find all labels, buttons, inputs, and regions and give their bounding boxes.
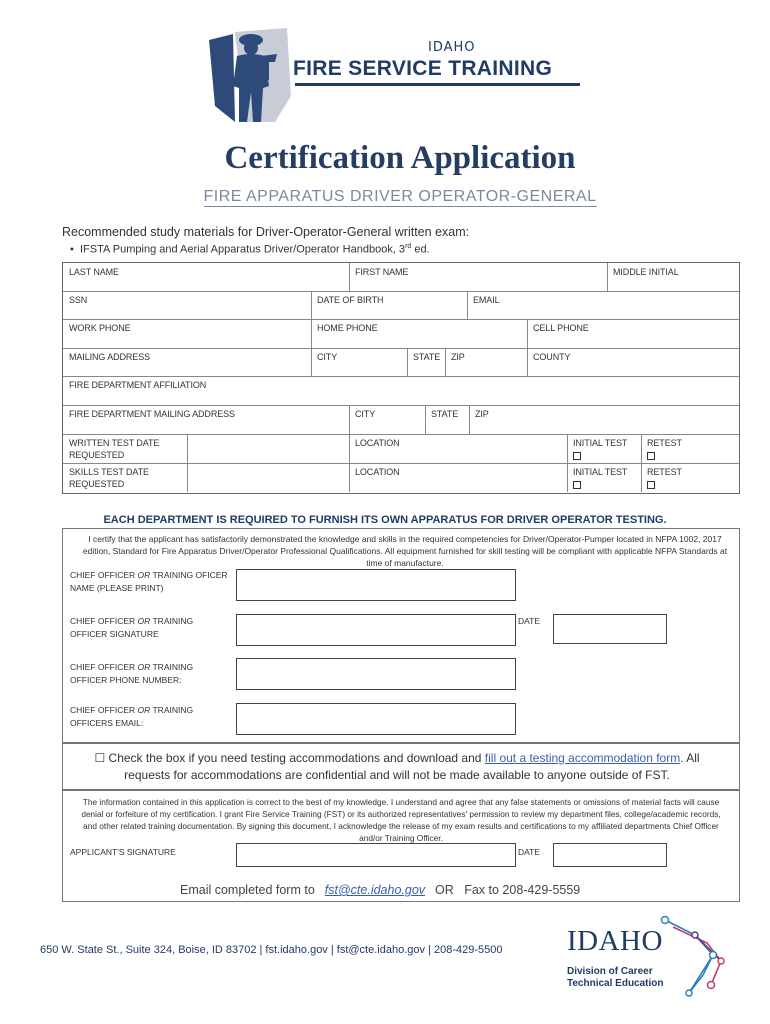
apparatus-notice: EACH DEPARTMENT IS REQUIRED TO FURNISH ITS OWN APPARATUS FOR DRIVER OPERATOR TESTING.	[103, 514, 667, 526]
page-title: Certification Application	[224, 140, 576, 176]
skills-location-field[interactable]: LOCATION	[355, 467, 400, 477]
home-phone-field[interactable]: HOME PHONE	[317, 323, 378, 333]
fd-zip-field[interactable]: ZIP	[475, 409, 489, 419]
officer-email-input[interactable]	[236, 703, 516, 735]
division-label: Division of Career Technical Education	[567, 966, 664, 989]
submit-instructions: Email completed form to fst@cte.idaho.gov OR Fax to 208-429-5559	[180, 883, 581, 897]
org-name: FIRE SERVICE TRAINING	[293, 57, 553, 80]
skills-initial-label: INITIAL TEST	[573, 467, 628, 477]
skills-retest-label: RETEST	[647, 467, 682, 477]
first-name-field[interactable]: FIRST NAME	[355, 267, 409, 277]
network-graphic-icon	[655, 915, 727, 1005]
applicant-date-label: DATE	[518, 847, 541, 857]
skills-test-label: SKILLS TEST DATE REQUESTED	[69, 467, 149, 489]
written-location-field[interactable]: LOCATION	[355, 438, 400, 448]
accommodation-checkbox[interactable]: ☐	[94, 751, 106, 765]
study-bullet: • IFSTA Pumping and Aerial Apparatus Driver/Operator Handbook, 3rd ed.	[70, 243, 430, 256]
accommodation-form-link[interactable]: fill out a testing accommodation form	[484, 751, 681, 765]
email-field[interactable]: EMAIL	[473, 295, 500, 305]
written-test-label: WRITTEN TEST DATE REQUESTED	[69, 438, 160, 460]
org-underline	[295, 83, 580, 86]
county-field[interactable]: COUNTY	[533, 352, 571, 362]
idaho-logo-text: IDAHO	[567, 925, 663, 957]
applicant-signature-input[interactable]	[236, 843, 516, 867]
certify-statement: I certify that the applicant has satisfactorily demonstrated the knowledge and skills in the required competencies for Driver/Operator-Pumper located in NFPA 1002, 2017 edition, Standard for Fire Apparatus Driver/Operator Professional Qualifications. All equipment furnished for skill testing will be compliant with applicable NFPA Standards at time of manufacture.	[82, 534, 728, 568]
written-initial-label: INITIAL TEST	[573, 438, 628, 448]
submit-email-link[interactable]: fst@cte.idaho.gov	[324, 883, 426, 897]
fd-state-field[interactable]: STATE	[431, 409, 459, 419]
officer-date-label: DATE	[518, 616, 541, 626]
applicant-date-input[interactable]	[553, 843, 667, 867]
last-name-field[interactable]: LAST NAME	[69, 267, 119, 277]
city-field[interactable]: CITY	[317, 352, 338, 362]
state-field[interactable]: STATE	[413, 352, 441, 362]
footer-address: 650 W. State St., Suite 324, Boise, ID 83702 | fst.idaho.gov | fst@cte.idaho.gov | 208-429-5500	[40, 944, 503, 956]
officer-phone-input[interactable]	[236, 658, 516, 690]
fd-mailing-field[interactable]: FIRE DEPARTMENT MAILING ADDRESS	[69, 409, 235, 419]
officer-date-input[interactable]	[553, 614, 667, 644]
cell-phone-field[interactable]: CELL PHONE	[533, 323, 589, 333]
accommodation-text: ☐ Check the box if you need testing accommodations and download and fill out a testing accommodation form. All requests for accommodations are confidential and will not be made available to anyone outside of FST.	[94, 751, 700, 782]
study-intro: Recommended study materials for Driver-Operator-General written exam:	[62, 225, 470, 239]
officer-name-label: CHIEF OFFICER OR TRAINING OFICER NAME (PLEASE PRINT)	[70, 570, 228, 593]
applicant-signature-label: APPLICANT'S SIGNATURE	[70, 847, 176, 857]
written-retest-checkbox[interactable]	[647, 452, 655, 460]
officer-name-input[interactable]	[236, 569, 516, 601]
dob-field[interactable]: DATE OF BIRTH	[317, 295, 384, 305]
officer-phone-label: CHIEF OFFICER OR TRAINING OFFICER PHONE NUMBER:	[70, 662, 194, 685]
skills-retest-checkbox[interactable]	[647, 481, 655, 489]
officer-signature-label: CHIEF OFFICER OR TRAINING OFFICER SIGNATURE	[70, 616, 194, 639]
ssn-field[interactable]: SSN	[69, 295, 88, 305]
work-phone-field[interactable]: WORK PHONE	[69, 323, 131, 333]
fd-affiliation-field[interactable]: FIRE DEPARTMENT AFFILIATION	[69, 380, 207, 390]
zip-field[interactable]: ZIP	[451, 352, 465, 362]
officer-signature-input[interactable]	[236, 614, 516, 646]
officer-email-label: CHIEF OFFICER OR TRAINING OFFICERS EMAIL:	[70, 705, 194, 728]
skills-initial-checkbox[interactable]	[573, 481, 581, 489]
mailing-address-field[interactable]: MAILING ADDRESS	[69, 352, 151, 362]
written-initial-checkbox[interactable]	[573, 452, 581, 460]
fd-city-field[interactable]: CITY	[355, 409, 376, 419]
applicant-form	[62, 262, 740, 494]
written-retest-label: RETEST	[647, 438, 682, 448]
firefighter-logo-icon	[205, 26, 295, 124]
middle-initial-field[interactable]: MIDDLE INITIAL	[613, 267, 679, 277]
applicant-statement: The information contained in this application is correct to the best of my knowledge. I understand and agree that any false statements or omissions of material facts will cause denial or forfeiture of my certification. I grant Fire Service Training (FST) or its authorized representatives' permission to review my department files, college/academic records, and other related training documentation. By signing this document, I acknowledge the release of my exam results and certifications to my affiliated departments Chief Officer and/or Training Officer.	[81, 797, 721, 843]
idaho-small-label: IDAHO	[428, 40, 476, 55]
page-subtitle: FIRE APPARATUS DRIVER OPERATOR-GENERAL	[203, 188, 597, 205]
